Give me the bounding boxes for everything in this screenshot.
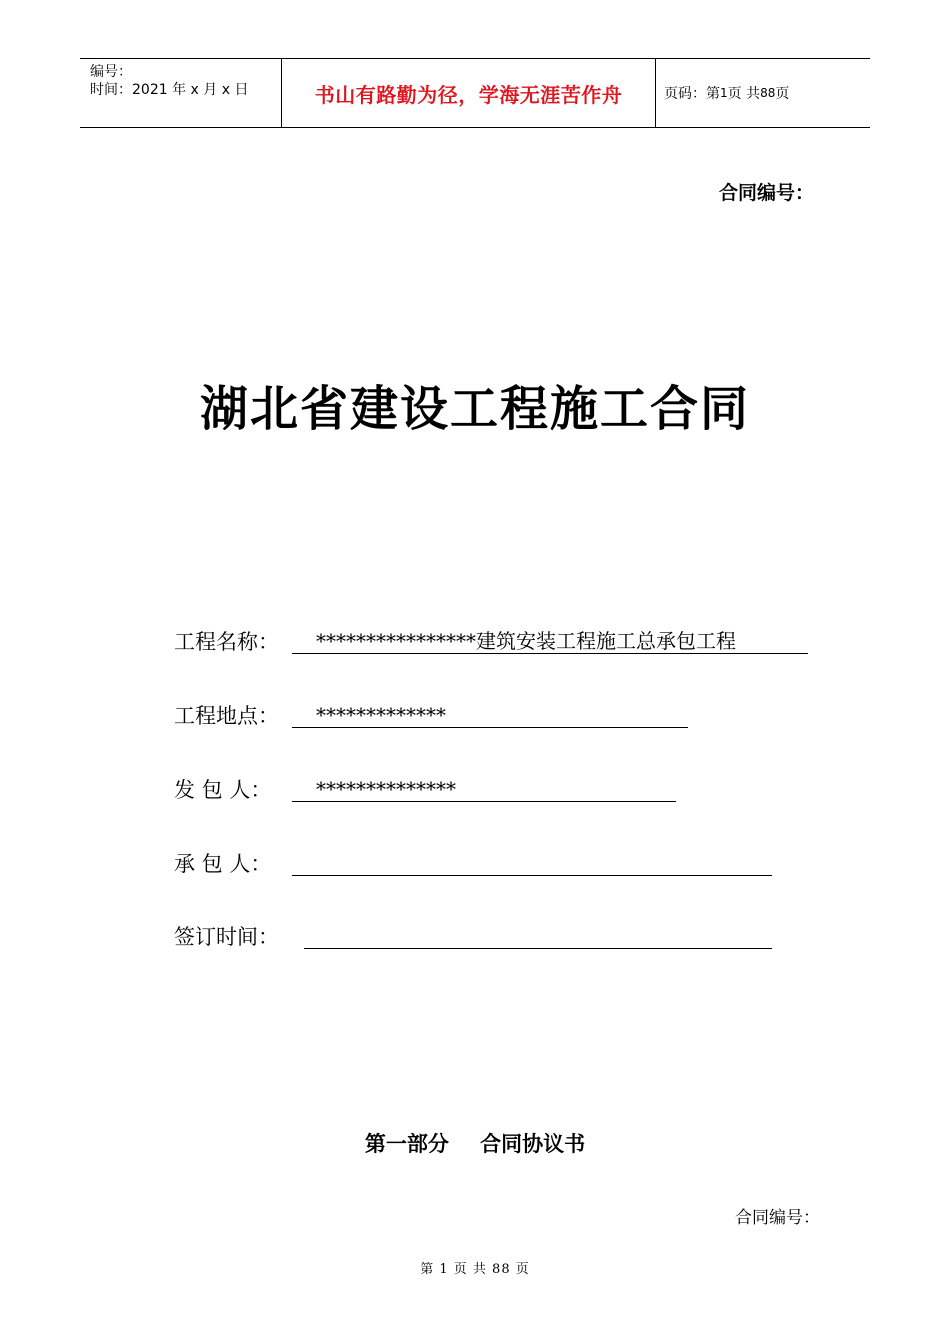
signing-time-value — [304, 921, 772, 949]
field-project-name — [174, 626, 736, 658]
employer-label: 发 包 人： — [174, 778, 272, 802]
header-number-label: 编号： — [90, 64, 132, 80]
signing-time-label: 签订时间： — [174, 925, 279, 949]
header-motto: 书山有路勤为径，学海无涯苦作舟 — [282, 59, 656, 127]
contractor-label: 承 包 人： — [174, 852, 272, 876]
field-project-location — [174, 700, 446, 732]
header-page-suffix: 页 — [775, 86, 790, 102]
header-page-info — [656, 59, 870, 127]
part-number: 第一部分 — [364, 1132, 449, 1156]
project-name-value: ****************建筑安装工程施工总承包工程 — [292, 626, 808, 654]
header-page-current: 1 — [720, 86, 728, 100]
header-meta — [80, 59, 282, 127]
page-footer: 第 1 页 共 88 页 — [420, 1262, 530, 1277]
project-location-value: ************* — [292, 700, 688, 728]
header-time: 时间：2021 年 x 月 x 日 — [90, 82, 249, 98]
part-name: 合同协议书 — [480, 1132, 586, 1156]
document-header — [80, 58, 870, 128]
project-location-label: 工程地点： — [174, 704, 279, 728]
field-contractor — [174, 848, 271, 880]
contract-number-bottom: 合同编号： — [735, 1208, 820, 1228]
field-signing-time — [174, 921, 279, 953]
document-title: 湖北省建设工程施工合同 — [199, 381, 750, 437]
part-title — [0, 1128, 950, 1158]
project-name-label: 工程名称： — [174, 630, 279, 654]
employer-value: ************** — [292, 774, 676, 802]
header-page-mid: 页 共 — [727, 86, 761, 102]
contractor-value — [292, 848, 772, 876]
field-employer — [174, 774, 456, 806]
contract-number-top: 合同编号： — [718, 182, 814, 204]
header-page-prefix: 页码：第 — [664, 86, 720, 102]
header-page-total: 88 — [760, 86, 776, 100]
